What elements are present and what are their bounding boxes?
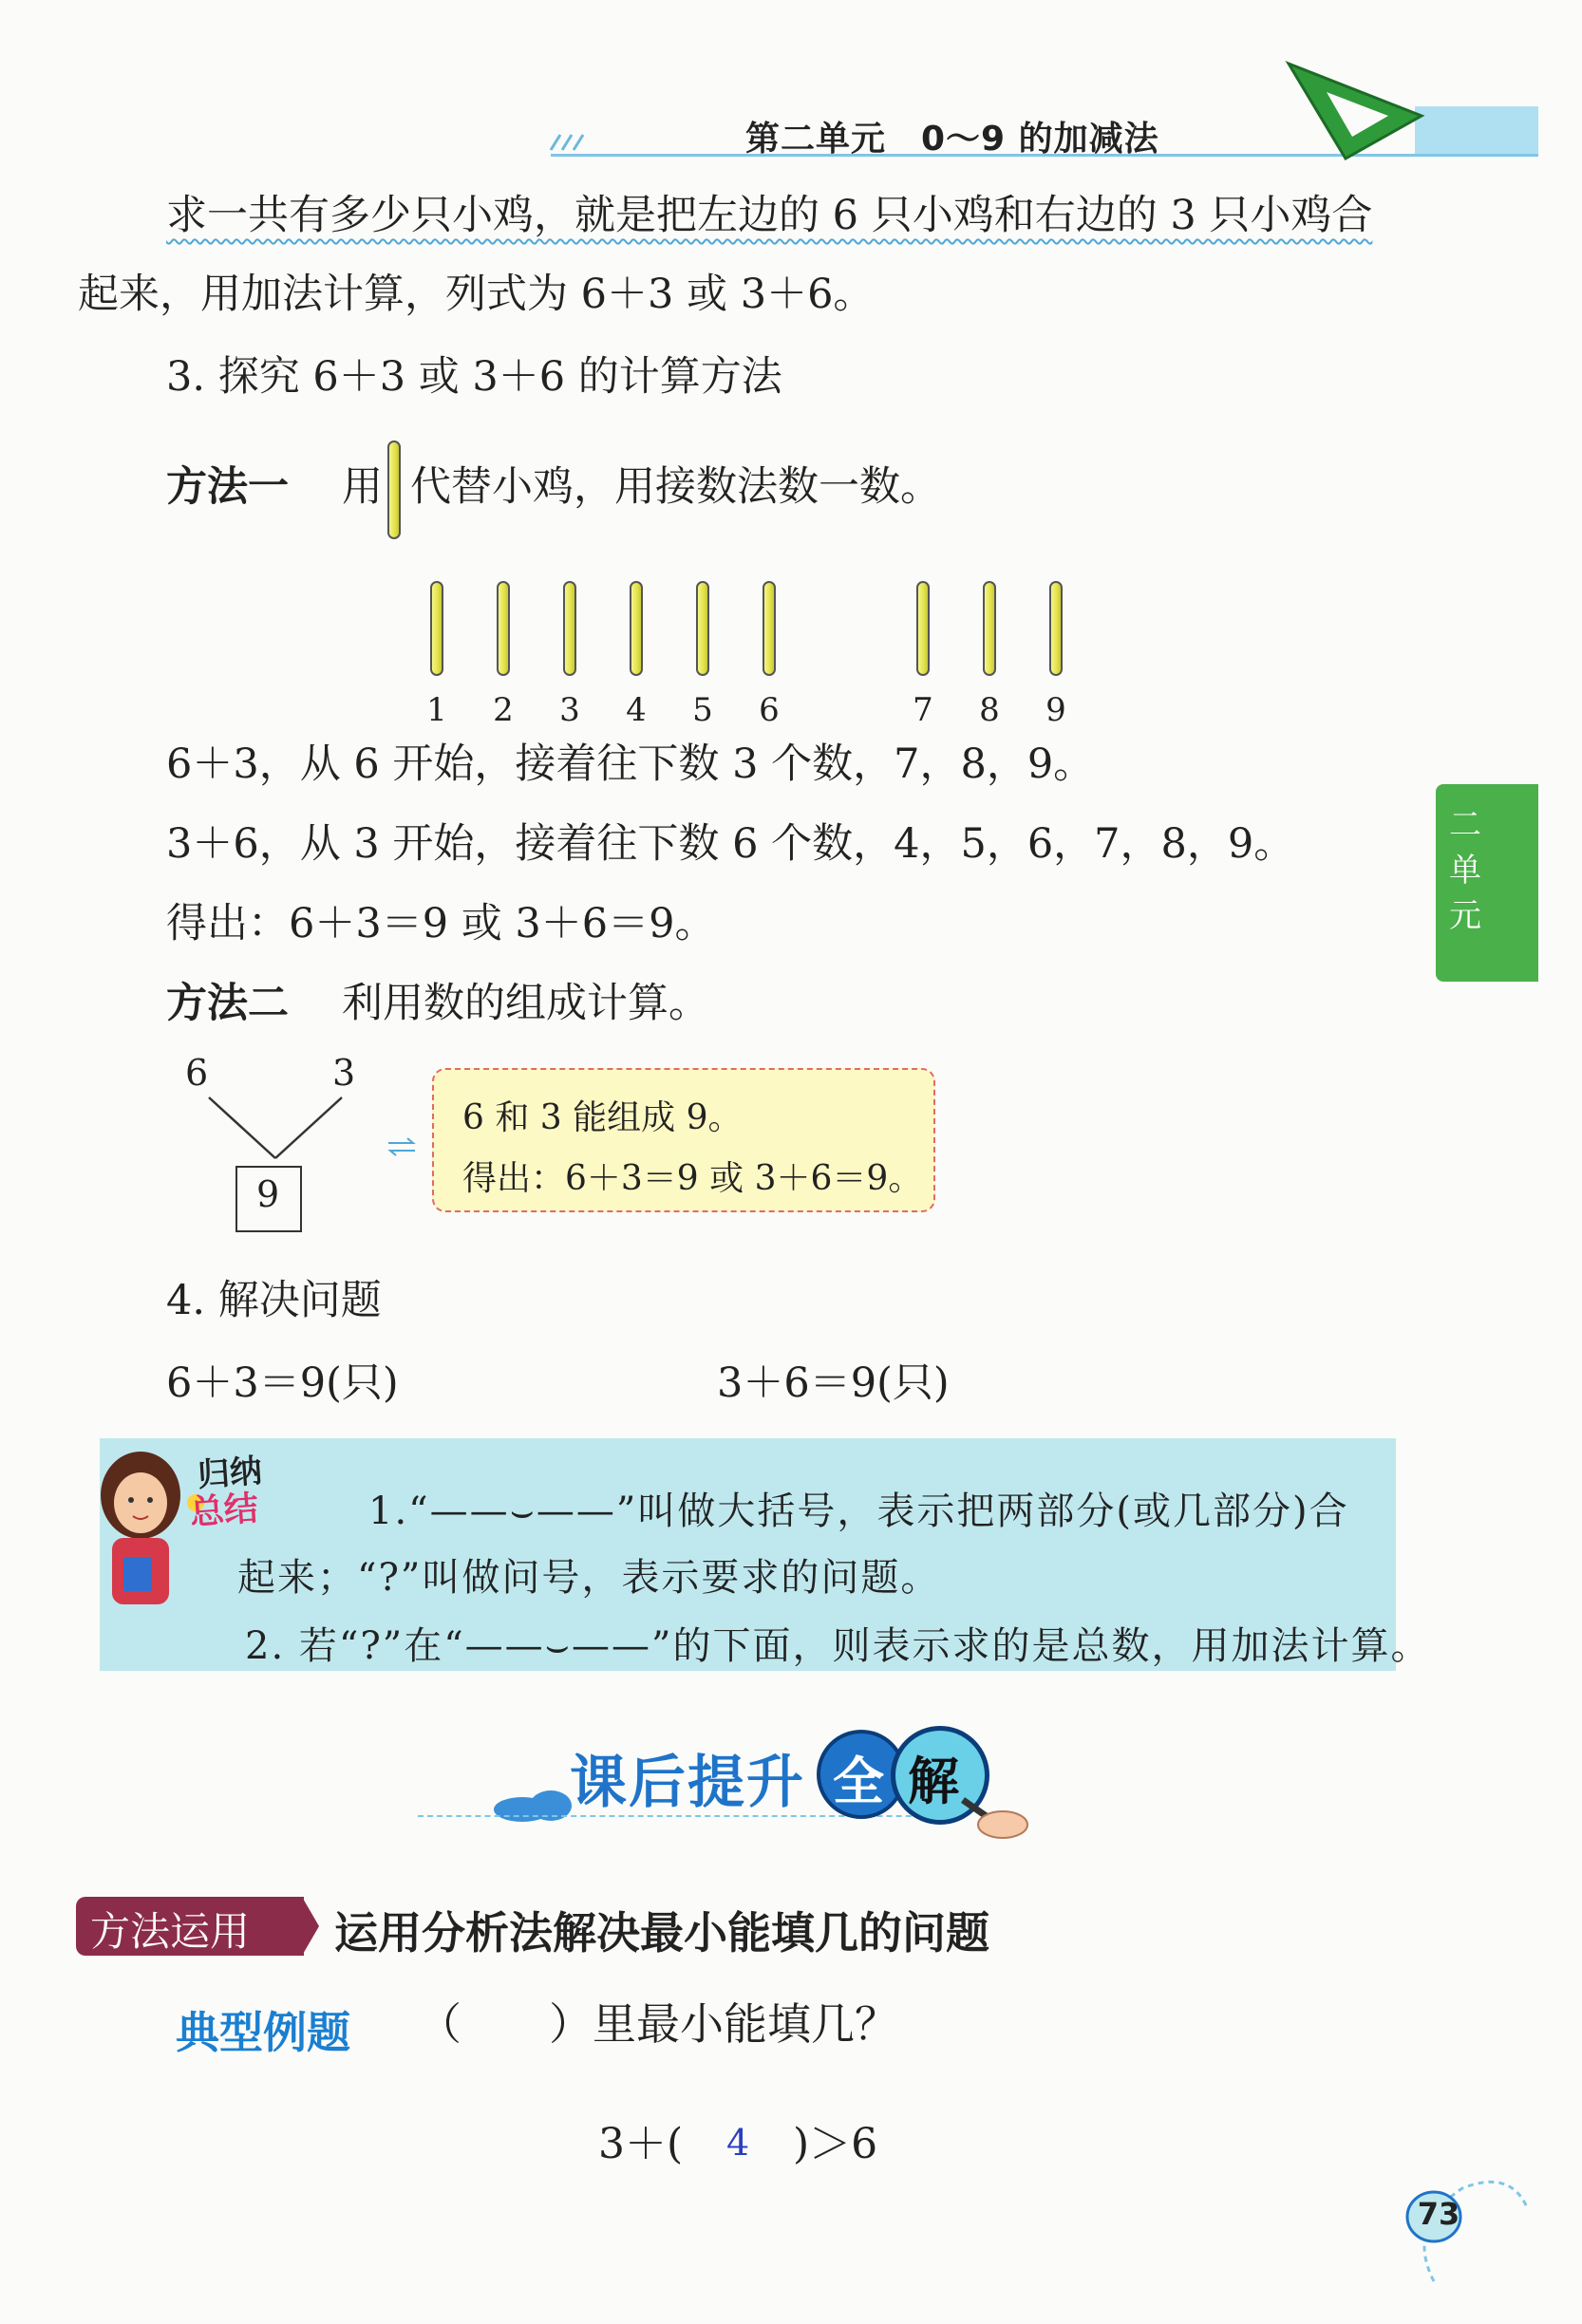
method-1-text-before: 用 [342,463,383,511]
counting-stick [763,581,776,676]
header-title: 第二单元 0～9 的加减法 [745,120,1159,159]
section-4-equation-1: 6＋3＝9(只) [166,1359,399,1407]
header-accent-block [1415,106,1538,156]
example-question: （ ）里最小能填几？ [418,1998,898,2050]
compose-right-number: 3 [332,1052,356,1094]
intro-line-2: 起来，用加法计算，列式为 6＋3 或 3＋6。 [78,271,875,318]
after-class-banner [418,1709,1045,1842]
counting-stick [563,581,576,676]
method-1-line-2: 3＋6，从 3 开始，接着往下数 6 个数，4，5，6，7，8，9。 [166,820,1295,868]
banner-circle-2-text: 解 [908,1752,959,1811]
intro-line-1: 求一共有多少只小鸡，就是把左边的 6 只小鸡和右边的 3 只小鸡合 [166,192,1373,239]
method-1-line-3: 得出：6＋3＝9 或 3＋6＝9。 [166,900,716,947]
counting-stick [630,581,643,676]
example-answer: 4 [726,2122,750,2164]
counting-stick [1049,581,1063,676]
counting-stick [497,581,510,676]
page-number: 73 [1417,2196,1460,2232]
example-label: 典型例题 [176,2007,350,2058]
counting-stick [430,581,443,676]
counting-stick [983,581,996,676]
summary-line-2: 起来；“?”叫做问号，表示要求的问题。 [237,1556,941,1600]
stick-number: 7 [913,691,933,729]
header-slash-decoration [546,133,603,152]
summary-badge-bottom: 总结 [188,1489,260,1533]
composition-note-line-2: 得出：6＋3＝9 或 3＋6＝9。 [462,1159,923,1198]
stick-number: 1 [426,691,447,729]
summary-line-3: 2. 若“?”在“——⌣——”的下面，则表示求的是总数，用加法计算。 [245,1624,1431,1668]
example-equation-left: 3＋( [598,2120,684,2168]
girl-character-icon [74,1448,217,1619]
method-use-heading: 运用分析法解决最小能填几的问题 [334,1907,989,1959]
compose-left-number: 6 [185,1052,209,1094]
hand-icon [959,1796,1035,1842]
section-4-heading: 4. 解决问题 [166,1277,382,1324]
method-use-tab-label: 方法运用 [90,1908,251,1955]
method-1-line-1: 6＋3，从 6 开始，接着往下数 3 个数，7，8，9。 [166,740,1095,788]
composition-total: 9 [256,1173,280,1215]
method-tab-arrow [302,1897,321,1956]
method-1-text-after: 代替小鸡，用接数法数一数。 [410,463,941,511]
composition-lines [190,1090,361,1166]
stick-number: 2 [493,691,514,729]
stick-number: 4 [626,691,647,729]
stick-number: 5 [692,691,713,729]
stick-number: 3 [559,691,580,729]
section-4-equation-2: 3＋6＝9(只) [717,1359,950,1407]
triangle-ruler-icon [1284,59,1426,163]
summary-line-1: 1.“——⌣——”叫做大括号，表示把两部分(或几部分)合 [368,1490,1349,1533]
counting-stick [916,581,930,676]
summary-badge-top: 归纳 [196,1452,264,1495]
method-2-label: 方法二 [166,980,289,1027]
stick-number: 8 [979,691,1000,729]
stick-number: 6 [759,691,780,729]
counting-stick-icon [387,440,401,539]
after-class-title: 课后提升 [570,1750,805,1816]
section-3-heading: 3. 探究 6＋3 或 3＋6 的计算方法 [166,353,782,401]
example-equation-right: )＞6 [793,2120,878,2168]
composition-note-box [432,1068,935,1212]
method-2-text: 利用数的组成计算。 [342,980,709,1027]
composition-note-line-1: 6 和 3 能组成 9。 [462,1098,743,1137]
unit-side-tab-label: 二 单 元 [1449,806,1481,935]
stick-number: 9 [1045,691,1066,729]
method-1-label: 方法一 [166,463,289,511]
counting-stick [696,581,709,676]
arrow-icon [385,1135,419,1158]
banner-circle-1-text: 全 [833,1752,884,1811]
